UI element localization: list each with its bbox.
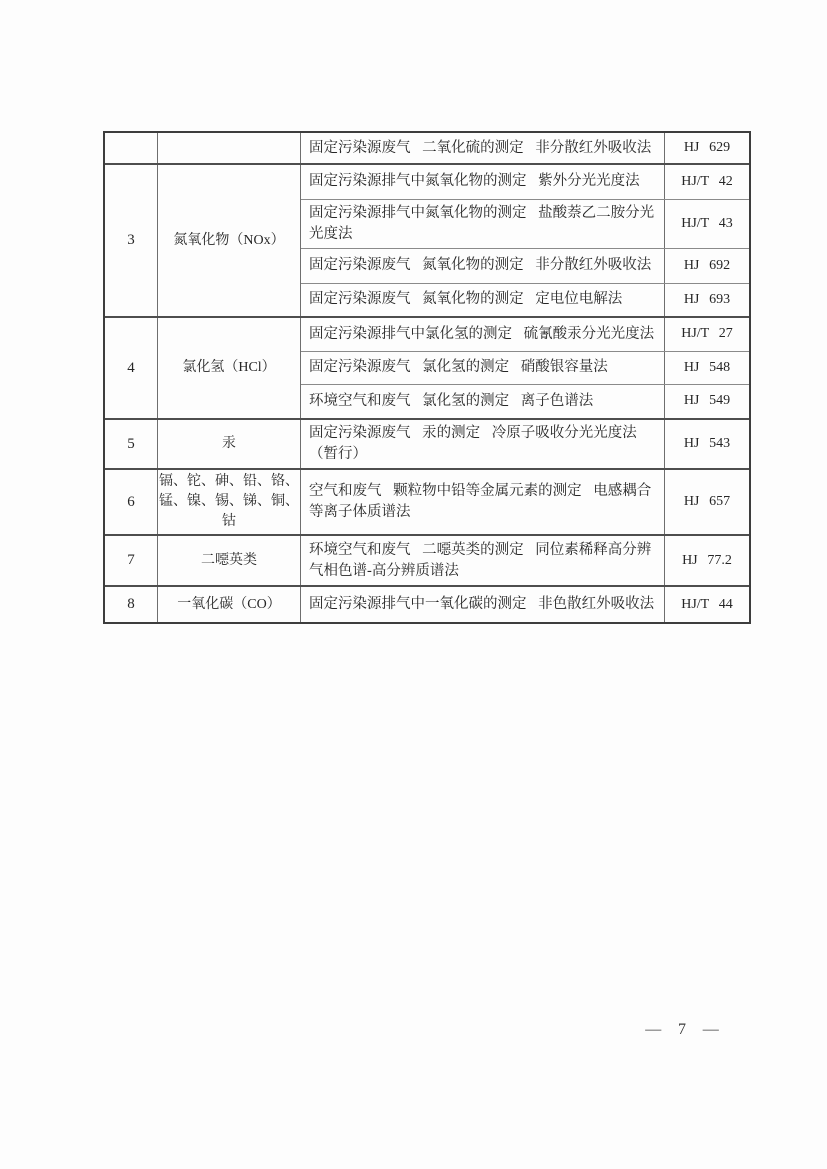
table-row (104, 164, 750, 199)
code-cell: HJ/T 42 (665, 164, 751, 199)
code-cell: HJ/T 43 (665, 199, 751, 248)
method-cell: 固定污染源废气 二氧化硫的测定 非分散红外吸收法 (301, 132, 665, 164)
table-row (104, 419, 750, 469)
code-cell: HJ 548 (665, 351, 751, 384)
method-cell: 固定污染源废气 氯化氢的测定 硝酸银容量法 (301, 351, 665, 384)
table-row (104, 469, 750, 535)
table-row (104, 535, 750, 586)
row-no-cell (104, 132, 158, 164)
method-cell: 固定污染源废气 氮氧化物的测定 定电位电解法 (301, 283, 665, 317)
pollutant-cell: 镉、铊、砷、铅、铬、锰、镍、锡、锑、铜、钴 (158, 469, 301, 535)
code-cell: HJ 693 (665, 283, 751, 317)
method-cell: 固定污染源废气 汞的测定 冷原子吸收分光光度法（暂行） (301, 419, 665, 469)
pollutant-cell: 二噁英类 (158, 535, 301, 586)
row-no-cell: 4 (104, 317, 158, 419)
pollutant-cell: 氯化氢（HCl） (158, 317, 301, 419)
pollutant-cell: 氮氧化物（NOx） (158, 164, 301, 317)
method-cell: 环境空气和废气 二噁英类的测定 同位素稀释高分辨气相色谱-高分辨质谱法 (301, 535, 665, 586)
table-row (104, 586, 750, 623)
pollutant-cell: 汞 (158, 419, 301, 469)
method-cell: 固定污染源排气中氮氧化物的测定 紫外分光光度法 (301, 164, 665, 199)
code-cell: HJ 629 (665, 132, 751, 164)
page-number: — 7 — (645, 1021, 719, 1038)
method-cell: 固定污染源排气中氮氧化物的测定 盐酸萘乙二胺分光光度法 (301, 199, 665, 248)
code-cell: HJ 543 (665, 419, 751, 469)
code-cell: HJ 549 (665, 384, 751, 419)
table-row (104, 132, 750, 164)
code-cell: HJ/T 27 (665, 317, 751, 351)
pollutant-cell: 一氧化碳（CO） (158, 586, 301, 623)
row-no-cell: 6 (104, 469, 158, 535)
standards-table (103, 131, 751, 624)
row-no-cell: 8 (104, 586, 158, 623)
row-no-cell: 3 (104, 164, 158, 317)
code-cell: HJ 692 (665, 248, 751, 283)
method-cell: 空气和废气 颗粒物中铅等金属元素的测定 电感耦合等离子体质谱法 (301, 469, 665, 535)
code-cell: HJ/T 44 (665, 586, 751, 623)
row-no-cell: 5 (104, 419, 158, 469)
code-cell: HJ 657 (665, 469, 751, 535)
method-cell: 固定污染源废气 氮氧化物的测定 非分散红外吸收法 (301, 248, 665, 283)
row-no-cell: 7 (104, 535, 158, 586)
code-cell: HJ 77.2 (665, 535, 751, 586)
method-cell: 环境空气和废气 氯化氢的测定 离子色谱法 (301, 384, 665, 419)
table-row (104, 317, 750, 351)
pollutant-cell (158, 132, 301, 164)
method-cell: 固定污染源排气中氯化氢的测定 硫氰酸汞分光光度法 (301, 317, 665, 351)
method-cell: 固定污染源排气中一氧化碳的测定 非色散红外吸收法 (301, 586, 665, 623)
